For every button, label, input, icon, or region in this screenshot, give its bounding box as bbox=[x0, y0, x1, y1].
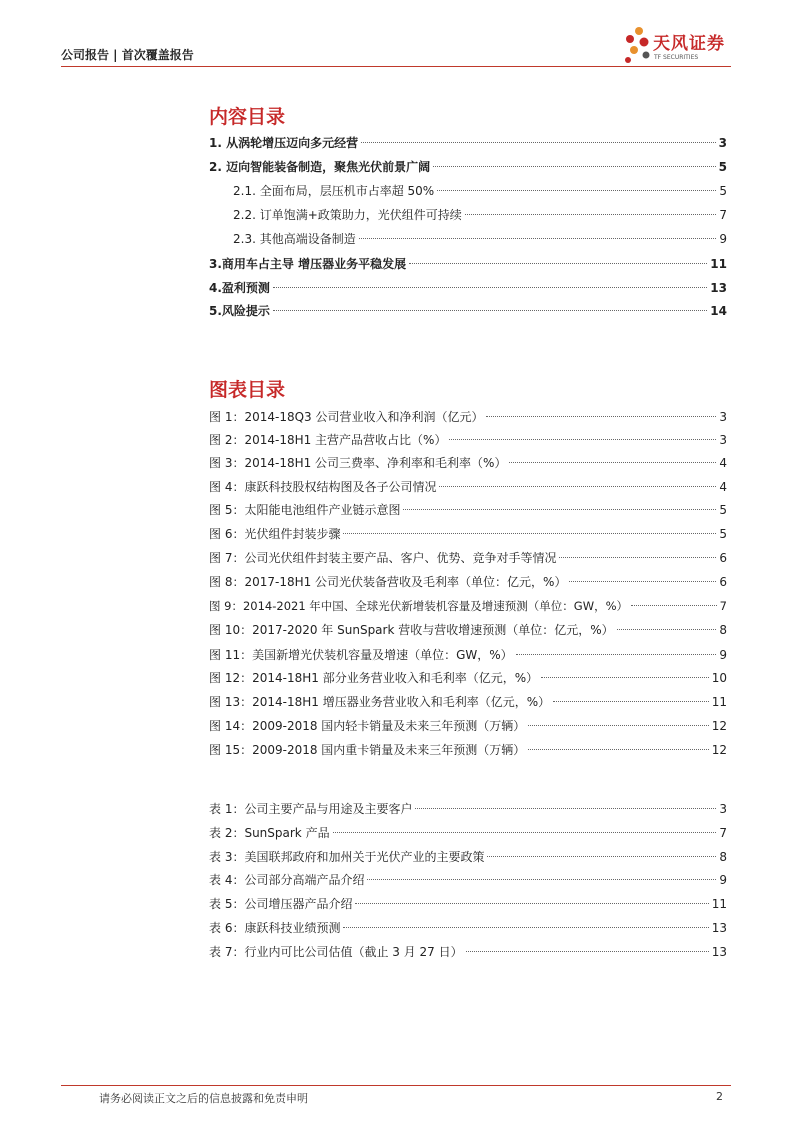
figure-entry-page: 10 bbox=[711, 671, 727, 685]
toc-entry-label: 3.商用车占主导 增压器业务平稳发展 bbox=[209, 257, 407, 271]
toc-entry-page: 5 bbox=[719, 184, 727, 198]
toc-entry-page: 3 bbox=[718, 136, 727, 150]
leader-dots bbox=[415, 808, 716, 809]
figure-entry-label: 图 2：2014-18H1 主营产品营收占比（%） bbox=[209, 433, 447, 447]
toc-entry-label: 2.1. 全面布局，层压机市占率超 50% bbox=[233, 184, 435, 198]
leader-dots bbox=[403, 509, 716, 510]
figure-entry[interactable] bbox=[209, 430, 727, 450]
figure-entry[interactable] bbox=[209, 668, 727, 688]
leader-dots bbox=[487, 856, 716, 857]
figure-entry-label: 图 10：2017-2020 年 SunSpark 营收与营收增速预测（单位：亿元，%） bbox=[209, 623, 614, 637]
toc-entry-label: 4.盈利预测 bbox=[209, 281, 270, 295]
figure-entry-page: 5 bbox=[719, 503, 727, 517]
leader-dots bbox=[355, 903, 708, 904]
table-entry[interactable] bbox=[209, 847, 727, 867]
table-entry-label: 表 6：康跃科技业绩预测 bbox=[209, 921, 341, 935]
figure-entry-label: 图 4：康跃科技股权结构图及各子公司情况 bbox=[209, 480, 437, 494]
leader-dots bbox=[273, 287, 707, 288]
figure-entry[interactable] bbox=[209, 596, 727, 616]
leader-dots bbox=[367, 879, 716, 880]
report-type-label: 公司报告 | 首次覆盖报告 bbox=[61, 48, 194, 62]
figure-entry-page: 9 bbox=[719, 648, 727, 662]
figure-entry[interactable] bbox=[209, 524, 727, 544]
figure-entry-page: 8 bbox=[719, 623, 727, 637]
toc-entry-page: 13 bbox=[710, 281, 727, 295]
figure-entry[interactable] bbox=[209, 407, 727, 427]
toc-entry-label: 5.风险提示 bbox=[209, 304, 270, 318]
leader-dots bbox=[631, 605, 717, 606]
figure-entry-page: 3 bbox=[719, 410, 727, 424]
toc-entry[interactable] bbox=[209, 278, 727, 298]
figure-entry-page: 6 bbox=[719, 551, 727, 565]
leader-dots bbox=[465, 214, 717, 215]
leader-dots bbox=[333, 832, 717, 833]
toc-title: 内容目录 bbox=[209, 106, 286, 128]
toc-entry-label: 2. 迈向智能装备制造，聚焦光伏前景广阔 bbox=[209, 160, 431, 174]
table-entry-page: 9 bbox=[719, 873, 727, 887]
page-number: 2 bbox=[716, 1090, 723, 1103]
table-entry-label: 表 7：行业内可比公司估值（截止 3 月 27 日） bbox=[209, 945, 463, 959]
leader-dots bbox=[617, 629, 717, 630]
figure-entry[interactable] bbox=[209, 740, 727, 760]
toc-entry[interactable] bbox=[209, 254, 727, 274]
figure-entry[interactable] bbox=[209, 620, 727, 640]
figure-entry-page: 3 bbox=[719, 433, 727, 447]
toc-entry[interactable] bbox=[233, 229, 727, 249]
figure-entry-label: 图 3：2014-18H1 公司三费率、净利率和毛利率（%） bbox=[209, 456, 507, 470]
leader-dots bbox=[433, 166, 716, 167]
figure-entry-label: 图 13：2014-18H1 增压器业务营业收入和毛利率（亿元，%） bbox=[209, 695, 551, 709]
brand-logo bbox=[622, 22, 732, 68]
figure-entry-label: 图 12：2014-18H1 部分业务营业收入和毛利率（亿元，%） bbox=[209, 671, 539, 685]
leader-dots bbox=[466, 951, 709, 952]
table-entry-label: 表 4：公司部分高端产品介绍 bbox=[209, 873, 365, 887]
footer-divider bbox=[61, 1085, 731, 1086]
table-entry-label: 表 2：SunSpark 产品 bbox=[209, 826, 330, 840]
figure-entry[interactable] bbox=[209, 572, 727, 592]
table-entry[interactable] bbox=[209, 894, 727, 914]
table-entry-label: 表 5：公司增压器产品介绍 bbox=[209, 897, 353, 911]
table-entry[interactable] bbox=[209, 918, 727, 938]
leader-dots bbox=[528, 749, 708, 750]
toc-entry[interactable] bbox=[233, 205, 727, 225]
leader-dots bbox=[273, 310, 707, 311]
figure-entry-label: 图 9：2014-2021 年中国、全球光伏新增装机容量及增速预测（单位：GW，%） bbox=[209, 599, 629, 613]
leader-dots bbox=[449, 439, 716, 440]
figure-entry-label: 图 5：太阳能电池组件产业链示意图 bbox=[209, 503, 401, 517]
leader-dots bbox=[528, 725, 708, 726]
figure-entry-label: 图 15：2009-2018 国内重卡销量及未来三年预测（万辆） bbox=[209, 743, 526, 757]
table-entry-page: 13 bbox=[711, 945, 727, 959]
leader-dots bbox=[509, 462, 716, 463]
leader-dots bbox=[439, 486, 716, 487]
leader-dots bbox=[553, 701, 709, 702]
brand-flower-icon bbox=[622, 22, 652, 68]
figure-entry[interactable] bbox=[209, 692, 727, 712]
toc-entry-page: 7 bbox=[719, 208, 727, 222]
leader-dots bbox=[361, 142, 716, 143]
figure-entry[interactable] bbox=[209, 645, 727, 665]
brand-name: 天风证券 bbox=[653, 34, 725, 54]
toc-entry-label: 2.2. 订单饱满+政策助力，光伏组件可持续 bbox=[233, 208, 462, 222]
toc-entry-page: 14 bbox=[710, 304, 727, 318]
table-entry[interactable] bbox=[209, 823, 727, 843]
leader-dots bbox=[343, 533, 716, 534]
figures-title: 图表目录 bbox=[209, 379, 286, 401]
figure-entry-page: 4 bbox=[719, 456, 727, 470]
figure-entry-page: 12 bbox=[711, 743, 727, 757]
figure-entry[interactable] bbox=[209, 548, 727, 568]
toc-entry-page: 9 bbox=[719, 232, 727, 246]
table-entry-label: 表 3：美国联邦政府和加州关于光伏产业的主要政策 bbox=[209, 850, 485, 864]
table-entry-page: 13 bbox=[711, 921, 727, 935]
toc-entry-page: 5 bbox=[718, 160, 727, 174]
figure-entry-label: 图 6：光伏组件封装步骤 bbox=[209, 527, 341, 541]
figure-entry-label: 图 7：公司光伏组件封装主要产品、客户、优势、竞争对手等情况 bbox=[209, 551, 557, 565]
leader-dots bbox=[437, 190, 716, 191]
figure-entry-label: 图 14：2009-2018 国内轻卡销量及未来三年预测（万辆） bbox=[209, 719, 526, 733]
brand-name-en: TF SECURITIES bbox=[654, 54, 699, 61]
figure-entry-page: 7 bbox=[719, 599, 727, 613]
figure-entry-page: 11 bbox=[711, 695, 727, 709]
figure-entry[interactable] bbox=[209, 716, 727, 736]
table-entry-page: 3 bbox=[719, 802, 727, 816]
figure-entry-page: 12 bbox=[711, 719, 727, 733]
leader-dots bbox=[541, 677, 709, 678]
figure-entry-page: 5 bbox=[719, 527, 727, 541]
figure-entry-label: 图 11：美国新增光伏装机容量及增速（单位：GW，%） bbox=[209, 648, 513, 662]
figure-entry[interactable] bbox=[209, 453, 727, 473]
table-entry[interactable] bbox=[209, 799, 727, 819]
toc-entry-label: 2.3. 其他高端设备制造 bbox=[233, 232, 356, 246]
toc-entry-label: 1. 从涡轮增压迈向多元经营 bbox=[209, 136, 359, 150]
figure-entry[interactable] bbox=[209, 500, 727, 520]
header-divider bbox=[61, 66, 731, 67]
leader-dots bbox=[343, 927, 708, 928]
toc-entry[interactable] bbox=[209, 157, 727, 177]
leader-dots bbox=[359, 238, 717, 239]
figure-entry-label: 图 8：2017-18H1 公司光伏装备营收及毛利率（单位：亿元，%） bbox=[209, 575, 567, 589]
toc-entry-page: 11 bbox=[710, 257, 727, 271]
leader-dots bbox=[569, 581, 716, 582]
figure-entry[interactable] bbox=[209, 477, 727, 497]
table-entry-page: 7 bbox=[719, 826, 727, 840]
table-entry-page: 8 bbox=[719, 850, 727, 864]
figure-entry-label: 图 1：2014-18Q3 公司营业收入和净利润（亿元） bbox=[209, 410, 484, 424]
leader-dots bbox=[559, 557, 716, 558]
table-entry-label: 表 1：公司主要产品与用途及主要客户 bbox=[209, 802, 413, 816]
toc-entry[interactable] bbox=[209, 301, 727, 321]
toc-entry[interactable] bbox=[209, 133, 727, 153]
leader-dots bbox=[486, 416, 716, 417]
figure-entry-page: 6 bbox=[719, 575, 727, 589]
table-entry[interactable] bbox=[209, 870, 727, 890]
figure-entry-page: 4 bbox=[719, 480, 727, 494]
leader-dots bbox=[516, 654, 717, 655]
footer-disclaimer: 请务必阅读正文之后的信息披露和免责申明 bbox=[99, 1092, 308, 1105]
leader-dots bbox=[409, 263, 707, 264]
table-entry[interactable] bbox=[209, 942, 727, 962]
toc-entry[interactable] bbox=[233, 181, 727, 201]
table-entry-page: 11 bbox=[711, 897, 727, 911]
